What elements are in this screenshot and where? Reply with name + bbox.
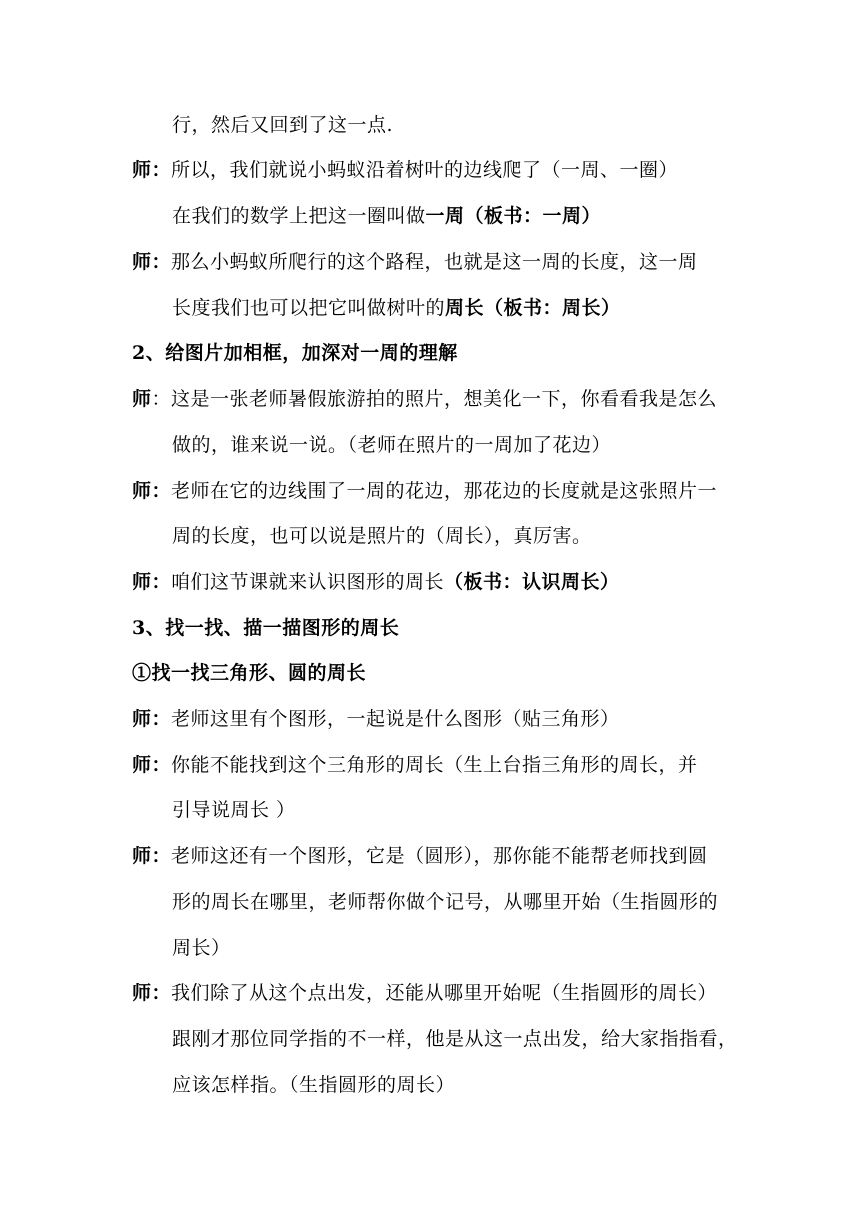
bold-text: 师： bbox=[132, 159, 172, 181]
bold-text: 2、给图片加相框，加深对一周的理解 bbox=[132, 342, 458, 364]
text-span: 跟刚才那位同学指的不一样，他是从这一点出发，给大家指指看， bbox=[172, 1028, 738, 1050]
text-line bbox=[172, 523, 592, 549]
text-line bbox=[132, 615, 732, 641]
text-span: 老师这里有个图形，一起说是什么图形（贴三角形） bbox=[171, 708, 620, 730]
text-span: 那么小蚂蚁所爬行的这个路程，也就是这一周的长度，这一周 bbox=[171, 251, 698, 273]
text-line bbox=[132, 340, 732, 366]
text-span: 咱们这节课就来认识图形的周长 bbox=[171, 571, 445, 593]
text-span: 我们除了从这个点出发，还能从哪里开始呢（生指圆形的周长） bbox=[171, 982, 718, 1004]
bold-text: 师： bbox=[132, 754, 172, 776]
text-line bbox=[132, 157, 732, 183]
text-line bbox=[172, 295, 621, 321]
text-line bbox=[132, 478, 732, 504]
text-line bbox=[172, 432, 611, 458]
bold-text: 师 bbox=[132, 388, 152, 410]
bold-text: 师： bbox=[132, 251, 172, 273]
text-span: 你能不能找到这个三角形的周长（生上台指三角形的周长，并 bbox=[171, 754, 698, 776]
bold-text: 师： bbox=[132, 571, 172, 593]
text-span: 老师在它的边线围了一周的花边，那花边的长度就是这张照片一 bbox=[171, 480, 718, 502]
bold-text: 师： bbox=[132, 480, 172, 502]
bold-text: 师： bbox=[132, 845, 172, 867]
text-span: 形的周长在哪里，老师帮你做个记号，从哪里开始（生指圆形的 bbox=[172, 891, 719, 913]
text-span: 老师这还有一个图形，它是（圆形），那你能不能帮老师找到圆 bbox=[171, 845, 708, 867]
text-span: 行，然后又回到了这一点. bbox=[172, 114, 394, 136]
text-line bbox=[172, 797, 296, 823]
text-span: 长度我们也可以把它叫做树叶的 bbox=[172, 297, 446, 319]
text-span: 所以，我们就说小蚂蚁沿着树叶的边线爬了（一周、一圈） bbox=[171, 159, 679, 181]
text-span: 做的，谁来说一说。（老师在照片的一周加了花边） bbox=[172, 434, 612, 456]
text-line bbox=[132, 569, 732, 595]
text-line bbox=[132, 386, 732, 412]
text-span: ：这是一张老师暑假旅游拍的照片，想美化一下，你看看我是怎么 bbox=[151, 388, 718, 410]
bold-text: （板书：认识周长） bbox=[444, 571, 620, 593]
text-line bbox=[172, 1026, 738, 1052]
bold-text: 师： bbox=[132, 982, 172, 1004]
text-line bbox=[132, 843, 732, 869]
bold-text: ①找一找三角形、圆的周长 bbox=[132, 662, 367, 684]
text-line bbox=[132, 660, 732, 686]
text-span: 周长） bbox=[172, 937, 231, 959]
text-line bbox=[132, 752, 732, 778]
text-line bbox=[172, 935, 231, 961]
text-span: 周的长度，也可以说是照片的（周长），真厉害。 bbox=[172, 525, 592, 547]
text-line bbox=[172, 889, 718, 915]
text-span: 引导说周长 ） bbox=[172, 799, 296, 821]
text-line bbox=[132, 706, 732, 732]
text-span: 在我们的数学上把这一圈叫做 bbox=[172, 205, 426, 227]
bold-text: 一周（板书：一周） bbox=[425, 205, 602, 227]
bold-text: 3、找一找、描一描图形的周长 bbox=[132, 617, 400, 639]
text-line bbox=[132, 980, 732, 1006]
text-span: 应该怎样指。（生指圆形的周长） bbox=[172, 1074, 456, 1096]
text-line bbox=[132, 249, 732, 275]
bold-text: 周长（板书：周长） bbox=[445, 297, 621, 319]
text-line bbox=[172, 1072, 455, 1098]
bold-text: 师： bbox=[132, 708, 172, 730]
text-line bbox=[172, 203, 601, 229]
text-line bbox=[172, 112, 393, 138]
